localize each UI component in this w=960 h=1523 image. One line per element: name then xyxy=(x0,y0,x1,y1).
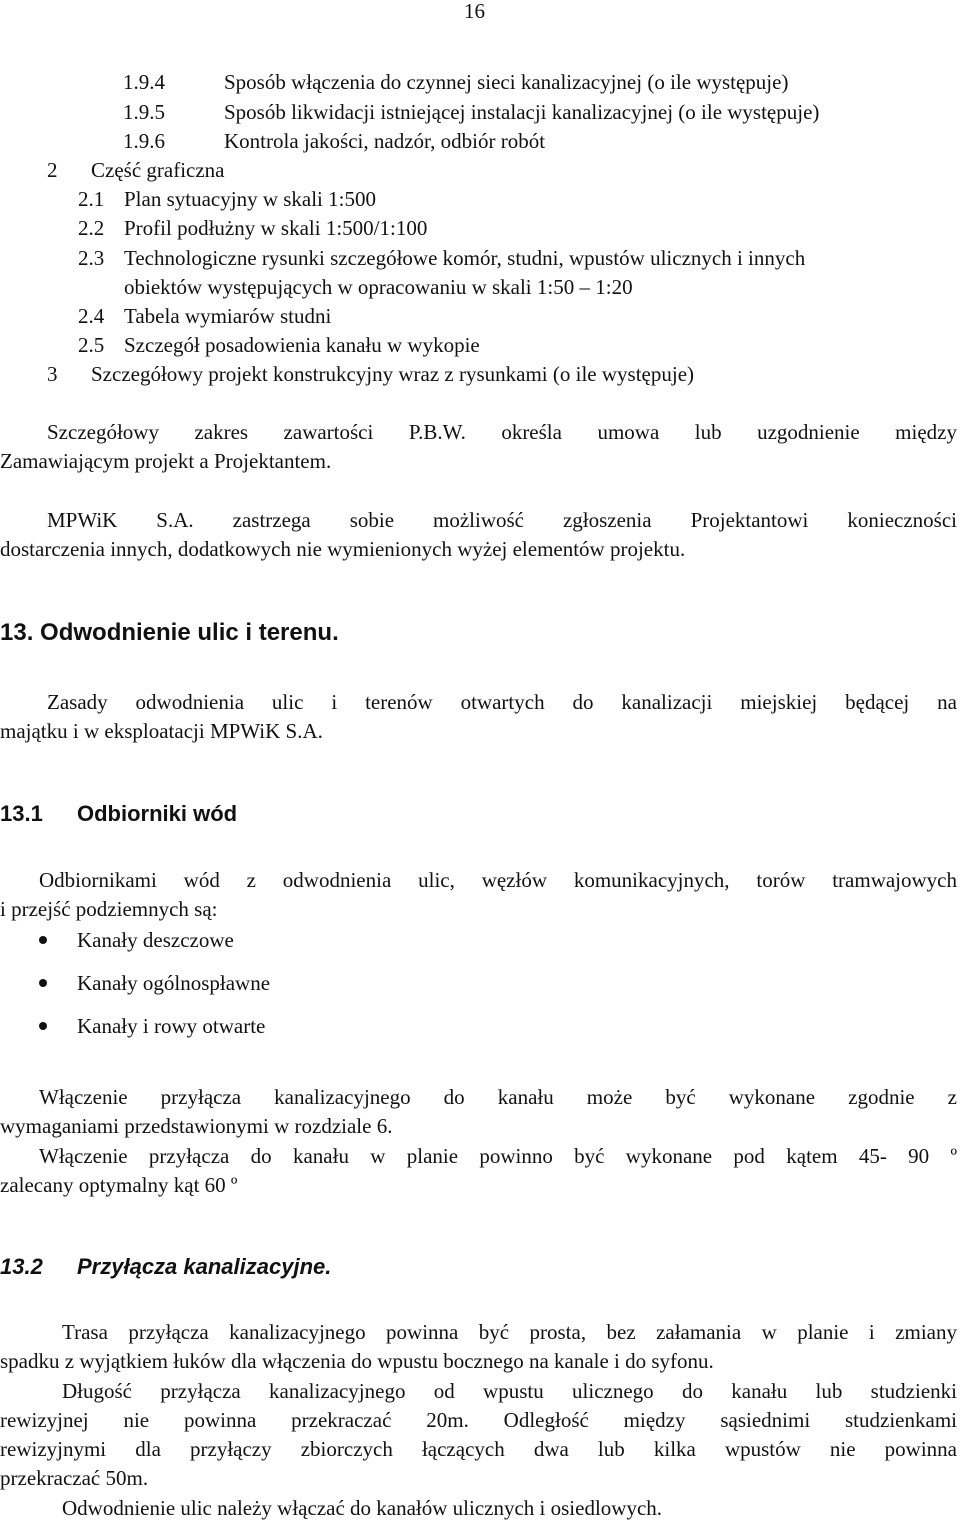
toc-num: 2.3 xyxy=(78,246,105,270)
list-item: Kanały i rowy otwarte xyxy=(77,1014,266,1038)
list-item: Kanały ogólnospławne xyxy=(77,971,271,995)
paragraph-line: majątku i w eksploatacji MPWiK S.A. xyxy=(0,719,323,743)
bullet-icon xyxy=(39,1022,47,1030)
paragraph-line: zalecany optymalny kąt 60 º xyxy=(0,1173,238,1197)
toc-num: 2.4 xyxy=(78,304,105,328)
paragraph-line: Zamawiającym projekt a Projektantem. xyxy=(0,449,332,473)
toc-text: Tabela wymiarów studni xyxy=(124,304,332,328)
section-13-intro xyxy=(0,688,957,746)
section-13-1-number: 13.1 xyxy=(0,801,43,826)
toc-text-continued: obiektów występujących w opracowaniu w skali 1:50 – 1:20 xyxy=(124,275,633,299)
paragraph-line: Odwodnienie ulic należy włączać do kanałów ulicznych i osiedlowych. xyxy=(62,1496,663,1520)
drainage-paragraph xyxy=(0,1494,957,1523)
paragraph-line: Trasa przyłącza kanalizacyjnego powinna być prosta, bez załamania w planie i zmiany xyxy=(62,1320,957,1344)
toc-num: 2.1 xyxy=(78,187,105,211)
paragraph-line: spadku z wyjątkiem łuków dla włączenia do wpustu bocznego na kanale i do syfonu. xyxy=(0,1349,714,1373)
paragraph-line: rewizyjnymi dla przyłączy zbiorczych łączących dwa lub kilka wpustów nie powinna xyxy=(0,1437,957,1461)
section-13-heading: 13. Odwodnienie ulic i terenu. xyxy=(0,619,339,646)
toc-text: Szczegół posadowienia kanału w wykopie xyxy=(124,333,480,357)
toc-num: 2.5 xyxy=(78,333,105,357)
toc-text: Plan sytuacyjny w skali 1:500 xyxy=(124,187,376,211)
length-paragraph xyxy=(0,1377,957,1493)
route-paragraph xyxy=(0,1318,957,1376)
paragraph-line: Odbiornikami wód z odwodnienia ulic, węzłów komunikacyjnych, torów tramwajowych xyxy=(39,868,957,892)
paragraph-line: Zasady odwodnienia ulic i terenów otwartych do kanalizacji miejskiej będącej na xyxy=(47,690,957,714)
list-item: Kanały deszczowe xyxy=(77,928,234,952)
paragraph-line: Włączenie przyłącza kanalizacyjnego do kanału może być wykonane zgodnie z xyxy=(39,1085,957,1109)
bullet-icon xyxy=(39,936,47,944)
bullet-icon xyxy=(39,979,47,987)
section-13-2-number: 13.2 xyxy=(0,1254,43,1279)
paragraph-line: Włączenie przyłącza do kanału w planie powinno być wykonane pod kątem 45- 90 º xyxy=(39,1144,957,1168)
paragraph-line: rewizyjnej nie powinna przekraczać 20m. Odległość między sąsiednimi studzienkami xyxy=(0,1408,957,1432)
toc-num: 2.2 xyxy=(78,216,105,240)
page-number: 16 xyxy=(464,0,485,23)
toc-text: Część graficzna xyxy=(91,158,225,182)
paragraph-line: wymaganiami przedstawionymi w rozdziale 6. xyxy=(0,1114,393,1138)
scope-paragraph xyxy=(0,418,957,476)
paragraph-line: i przejść podziemnych są: xyxy=(0,897,218,921)
toc-text: Sposób likwidacji istniejącej instalacji kanalizacyjnej (o ile występuje) xyxy=(224,100,820,124)
toc-num: 2 xyxy=(47,158,58,182)
paragraph-line: przekraczać 50m. xyxy=(0,1466,149,1490)
toc-num: 1.9.4 xyxy=(123,70,165,94)
paragraph-line: Szczegółowy zakres zawartości P.B.W. określa umowa lub uzgodnienie między xyxy=(47,420,957,444)
toc-text: Kontrola jakości, nadzór, odbiór robót xyxy=(224,129,546,153)
section-13-1-title: Odbiorniki wód xyxy=(77,801,238,826)
reservation-paragraph xyxy=(0,506,957,564)
paragraph-line: dostarczenia innych, dodatkowych nie wymienionych wyżej elementów projektu. xyxy=(0,537,686,561)
paragraph-line: MPWiK S.A. zastrzega sobie możliwość zgłoszenia Projektantowi konieczności xyxy=(47,508,957,532)
toc-num: 1.9.5 xyxy=(123,100,165,124)
toc-num: 3 xyxy=(47,362,58,386)
section-13-2-title: Przyłącza kanalizacyjne. xyxy=(77,1254,332,1279)
toc-text: Szczegółowy projekt konstrukcyjny wraz z rysunkami (o ile występuje) xyxy=(91,362,695,386)
toc-text: Profil podłużny w skali 1:500/1:100 xyxy=(124,216,428,240)
section-13-1-paragraph xyxy=(0,866,957,924)
connection-paragraph xyxy=(0,1083,957,1141)
toc-text: Sposób włączenia do czynnej sieci kanalizacyjnej (o ile występuje) xyxy=(224,70,789,94)
angle-paragraph xyxy=(0,1142,957,1200)
paragraph-line: Długość przyłącza kanalizacyjnego od wpustu ulicznego do kanału lub studzienki xyxy=(62,1379,957,1403)
toc-text: Technologiczne rysunki szczegółowe komór, studni, wpustów ulicznych i innych xyxy=(124,246,806,270)
toc-num: 1.9.6 xyxy=(123,129,165,153)
